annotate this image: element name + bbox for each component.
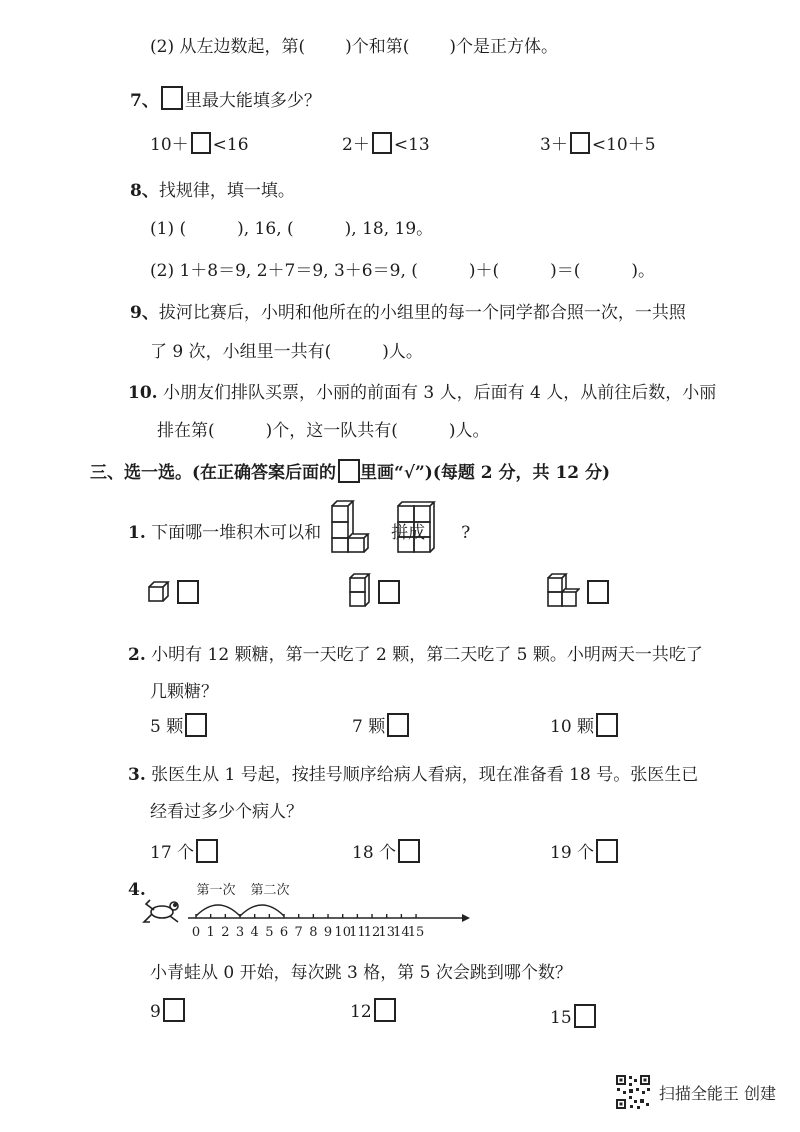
s3-option-1: 17 个	[150, 838, 218, 863]
option-checkbox[interactable]	[596, 713, 618, 737]
q9-line2: 了 9 次，小组里一共有( )人。	[150, 342, 423, 362]
option-checkbox[interactable]	[196, 839, 218, 863]
option-checkbox[interactable]	[596, 839, 618, 863]
q8-line1: (1) ( ), 16, ( ), 18, 19。	[150, 219, 434, 239]
q8-prompt: 8、找规律，填一填。	[130, 181, 295, 201]
second-jump-label: 第二次	[250, 883, 290, 898]
q6-line2: (2) 从左边数起，第( )个和第( )个是正方体。	[150, 37, 559, 57]
number-line-label: 1	[206, 925, 215, 940]
s3-line2: 经看过多少个病人？	[150, 802, 303, 822]
option-checkbox[interactable]	[185, 713, 207, 737]
number-line-label: 5	[265, 925, 274, 940]
number-line-label: 6	[279, 925, 289, 940]
q10-line1: 10. 小朋友们排队买票，小丽的前面有 3 人，后面有 4 人，从前往后数，小丽	[128, 383, 717, 403]
first-jump-label: 第一次	[196, 883, 236, 898]
s2-option-2: 7 颗	[352, 712, 409, 737]
answer-box[interactable]	[570, 132, 590, 154]
number-line-label: 2	[221, 925, 230, 940]
number-line-label: 15	[407, 925, 425, 940]
number-line-label: 8	[309, 925, 318, 940]
number-line-label: 11	[349, 925, 366, 940]
q7-expr-2: 2＋ <13	[342, 130, 430, 155]
number-line-label: 3	[235, 925, 245, 940]
s2-line1: 2. 小明有 12 颗糖，第一天吃了 2 颗，第二天吃了 5 颗。小明两天一共吃了	[128, 645, 703, 665]
s4-option-2: 12	[350, 998, 396, 1022]
answer-box[interactable]	[191, 132, 211, 154]
q10-line2: 排在第( )个，这一队共有( )人。	[157, 421, 490, 441]
number-line-label: 14	[393, 925, 410, 940]
s4-option-1: 9	[150, 998, 185, 1022]
number-line-label: 10	[334, 925, 351, 940]
number-line-label: 4	[250, 925, 259, 940]
option-1-checkbox[interactable]	[177, 580, 199, 604]
s2-option-3: 10 颗	[550, 712, 618, 737]
answer-box[interactable]	[372, 132, 392, 154]
answer-box[interactable]	[161, 86, 183, 110]
s3-option-3: 19 个	[550, 838, 618, 863]
number-line-label: 12	[363, 925, 381, 940]
s3-line1: 3. 张医生从 1 号起，按挂号顺序给病人看病，现在准备看 18 号。张医生已	[128, 765, 699, 785]
s1-question: 1. 下面哪一堆积木可以和 拼成 ?	[128, 523, 471, 543]
number-line-label: 9	[323, 925, 333, 940]
block-stack-l-shape-icon	[330, 498, 370, 554]
option-checkbox[interactable]	[374, 998, 396, 1022]
option-checkbox[interactable]	[398, 839, 420, 863]
number-line-label: 7	[294, 925, 303, 940]
option-checkbox[interactable]	[387, 713, 409, 737]
q7-prompt: 7、 里最大能填多少？	[130, 86, 321, 111]
s4-option-3: 15	[550, 1004, 596, 1028]
number-line-label: 0	[191, 925, 201, 940]
s3-option-2: 18 个	[352, 838, 420, 863]
s2-line2: 几颗糖？	[150, 682, 218, 702]
number-line-diagram	[140, 880, 480, 942]
option-checkbox[interactable]	[574, 1004, 596, 1028]
block-stack-full-icon	[396, 498, 436, 554]
section3-heading: 三、选一选。(在正确答案后面的 里画“√”)(每题 2 分，共 12 分)	[90, 458, 610, 483]
s4-question: 小青蛙从 0 开始，每次跳 3 格，第 5 次会跳到哪个数？	[150, 963, 572, 983]
jump-arc-1	[196, 905, 240, 916]
checkbox-sample	[338, 459, 360, 483]
three-cube-l-icon	[546, 572, 580, 608]
q8-line2: (2) 1＋8＝9, 2＋7＝9, 3＋6＝9, ( )＋( )＝( )。	[150, 261, 656, 281]
option-checkbox[interactable]	[163, 998, 185, 1022]
frog-icon	[144, 900, 178, 922]
single-cube-icon	[147, 580, 171, 604]
qr-code-icon	[615, 1074, 651, 1110]
option-2-checkbox[interactable]	[378, 580, 400, 604]
q7-expr-1: 10＋ <16	[150, 130, 249, 155]
q9-line1: 9、拔河比赛后，小明和他所在的小组里的每一个同学都合照一次，一共照	[130, 303, 686, 323]
s2-option-1: 5 颗	[150, 712, 207, 737]
scanner-watermark: 扫描全能王 创建	[615, 1074, 776, 1110]
q7-expr-3: 3＋ <10＋5	[540, 130, 656, 155]
option-3-checkbox[interactable]	[587, 580, 609, 604]
two-cube-stack-icon	[348, 572, 372, 608]
s4-number: 4.	[128, 880, 146, 900]
number-line-label: 13	[378, 925, 395, 940]
jump-arc-2	[240, 905, 284, 916]
arrow-head-icon	[462, 914, 470, 922]
